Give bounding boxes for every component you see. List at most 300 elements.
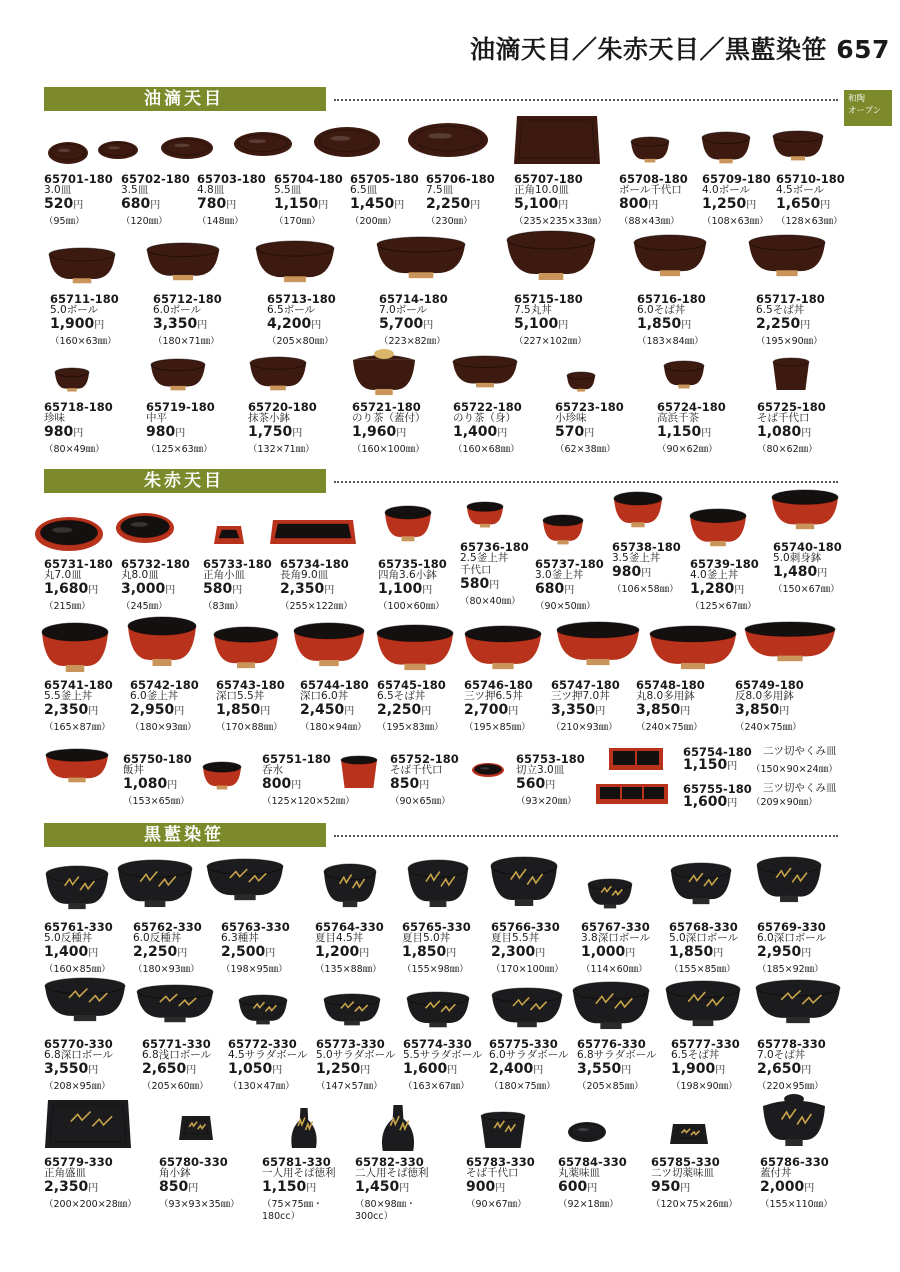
product-entry[interactable] <box>776 172 845 227</box>
product-entry[interactable] <box>197 172 266 227</box>
product-entry[interactable] <box>262 752 355 807</box>
product-name: 夏目5.0丼 <box>402 932 451 944</box>
yen-unit: 円 <box>360 1065 371 1076</box>
product-entry[interactable] <box>619 172 688 227</box>
product-size: （208×95㎜） <box>44 1081 111 1092</box>
product-name: 5.5サラダボール <box>403 1049 483 1061</box>
product-name: 三ツ切やくみ皿 <box>763 782 837 794</box>
product-image-65779-330[interactable] <box>45 1100 131 1148</box>
product-price <box>551 702 605 718</box>
product-image-65769-330[interactable] <box>757 857 821 903</box>
price-value: 520 <box>44 196 74 212</box>
price-value: 2,450 <box>300 702 345 718</box>
price-value: 1,900 <box>671 1061 716 1077</box>
product-image-65709-180[interactable] <box>702 132 750 164</box>
product-price <box>757 944 811 960</box>
product-image-65731-180[interactable] <box>35 517 103 551</box>
product-entry[interactable] <box>121 557 190 612</box>
product-price <box>735 702 789 718</box>
product-name: 5.0反種丼 <box>44 932 93 944</box>
product-size: （227×102㎜） <box>514 336 587 347</box>
price-value: 5,100 <box>514 316 559 332</box>
product-entry[interactable] <box>221 920 290 975</box>
product-entry[interactable] <box>44 400 113 455</box>
product-code: 65719-180 <box>146 400 215 414</box>
product-code: 65755-180 <box>683 782 752 796</box>
product-entry[interactable] <box>130 678 199 733</box>
product-image-65701-180[interactable] <box>48 142 88 164</box>
product-price <box>636 702 690 718</box>
product-image-65713-180[interactable] <box>256 241 334 283</box>
product-image-65751-180[interactable] <box>203 762 241 790</box>
price-value: 2,300 <box>491 944 536 960</box>
product-entry[interactable] <box>671 1037 740 1092</box>
product-name: 5.0刺身鉢 <box>773 552 822 564</box>
product-price <box>776 196 830 212</box>
price-value: 2,650 <box>757 1061 802 1077</box>
product-entry[interactable] <box>390 752 459 807</box>
product-size: （148㎜） <box>197 216 244 227</box>
product-size: （125×67㎜） <box>690 601 757 612</box>
product-image-65764-330[interactable] <box>324 864 376 908</box>
product-entry[interactable] <box>262 1155 336 1222</box>
product-image-65766-330[interactable] <box>491 857 557 907</box>
product-code: 65768-330 <box>669 920 738 934</box>
product-price <box>466 1179 505 1195</box>
product-image-65786-330[interactable] <box>763 1097 825 1147</box>
price-value: 2,250 <box>426 196 471 212</box>
product-image-65753-180[interactable] <box>472 763 504 777</box>
product-image-65743-180[interactable] <box>214 627 278 669</box>
product-price <box>221 944 275 960</box>
price-value: 580 <box>460 576 490 592</box>
product-entry[interactable] <box>558 1155 627 1210</box>
product-entry[interactable] <box>460 540 529 607</box>
product-code: 65737-180 <box>535 557 604 571</box>
product-code: 65735-180 <box>378 557 447 571</box>
product-size: （108×63㎜） <box>702 216 769 227</box>
product-entry[interactable] <box>516 752 585 807</box>
yen-unit: 円 <box>324 585 335 596</box>
product-entry[interactable] <box>757 1037 826 1092</box>
product-code: 65762-330 <box>133 920 202 934</box>
product-image-65718-180[interactable] <box>55 368 89 392</box>
product-image-65782-330[interactable] <box>379 1105 417 1151</box>
product-image-65741-180[interactable] <box>42 623 108 673</box>
product-image-65761-330[interactable] <box>46 866 108 910</box>
product-entry[interactable] <box>491 920 564 975</box>
product-price <box>558 1179 597 1195</box>
yen-unit: 円 <box>186 1065 197 1076</box>
yen-unit: 円 <box>88 1065 99 1076</box>
product-image-65723-180[interactable] <box>567 372 595 392</box>
product-entry[interactable] <box>551 678 620 733</box>
yen-unit: 円 <box>584 428 595 439</box>
product-entry[interactable] <box>50 292 119 347</box>
yen-unit: 円 <box>779 706 790 717</box>
price-value: 1,960 <box>352 424 397 440</box>
product-entry[interactable] <box>669 920 738 975</box>
product-name: 7.5皿 <box>426 184 454 196</box>
product-image-65737-180[interactable] <box>543 515 583 545</box>
product-image-65732-180[interactable] <box>116 513 174 543</box>
yen-unit: 円 <box>817 568 828 579</box>
product-image-65745-180[interactable] <box>377 625 453 671</box>
product-entry[interactable] <box>657 400 726 455</box>
yen-unit: 円 <box>701 428 712 439</box>
product-entry[interactable] <box>403 1037 483 1092</box>
product-image-65755-180[interactable] <box>596 784 668 804</box>
product-code: 65745-180 <box>377 678 446 692</box>
product-size: （93×93×35㎜） <box>159 1199 240 1210</box>
product-image-65712-180[interactable] <box>147 243 219 281</box>
product-size: （210×93㎜） <box>551 722 618 733</box>
product-code: 65704-180 <box>274 172 343 186</box>
product-code: 65721-180 <box>352 400 421 414</box>
product-entry[interactable] <box>123 752 192 807</box>
product-price <box>683 757 737 773</box>
product-image-65716-180[interactable] <box>634 235 706 277</box>
product-name: 6.0釜上丼 <box>130 690 179 702</box>
product-size: （198×90㎜） <box>671 1081 738 1092</box>
section-header-kuroai <box>44 823 326 847</box>
product-image-65739-180[interactable] <box>690 509 746 547</box>
product-price <box>671 1061 725 1077</box>
product-image-65778-330[interactable] <box>756 980 840 1024</box>
product-entry[interactable] <box>153 292 222 347</box>
product-entry[interactable] <box>267 292 336 347</box>
product-name: 4.5サラダボール <box>228 1049 308 1061</box>
product-image-65750-180[interactable] <box>46 749 108 783</box>
yen-unit: 円 <box>446 948 457 959</box>
product-size: （200㎜） <box>350 216 397 227</box>
product-image-65734-180[interactable] <box>270 520 356 544</box>
product-entry[interactable] <box>274 172 343 227</box>
yen-unit: 円 <box>291 780 302 791</box>
product-entry[interactable] <box>216 678 285 733</box>
product-code: 65710-180 <box>776 172 845 186</box>
product-entry[interactable] <box>690 557 759 612</box>
product-entry[interactable] <box>683 745 838 775</box>
product-image-65742-180[interactable] <box>128 617 196 667</box>
product-image-65747-180[interactable] <box>557 622 639 666</box>
product-entry[interactable] <box>773 540 842 595</box>
price-value: 1,100 <box>378 581 423 597</box>
product-size: （80×40㎜） <box>460 596 521 607</box>
product-entry[interactable] <box>44 1155 137 1210</box>
product-image-65783-330[interactable] <box>481 1112 525 1148</box>
product-image-65768-330[interactable] <box>671 863 731 905</box>
product-entry[interactable] <box>466 1155 535 1210</box>
product-name: 深口5.5丼 <box>216 690 265 702</box>
price-value: 1,200 <box>315 944 360 960</box>
product-image-65773-330[interactable] <box>324 994 380 1026</box>
product-size: （83㎜） <box>203 601 244 612</box>
product-code: 65743-180 <box>216 678 285 692</box>
product-image-65717-180[interactable] <box>749 235 825 277</box>
product-entry[interactable] <box>636 678 705 733</box>
product-name: 6.0反種丼 <box>133 932 182 944</box>
product-entry[interactable] <box>760 1155 833 1210</box>
product-image-65777-330[interactable] <box>666 981 740 1027</box>
product-name: 5.0深口ボール <box>669 932 738 944</box>
product-image-65704-180[interactable] <box>234 132 292 156</box>
product-entry[interactable] <box>612 540 681 595</box>
product-entry[interactable] <box>555 400 624 455</box>
product-image-65767-330[interactable] <box>588 879 632 909</box>
product-image-65763-330[interactable] <box>207 859 283 901</box>
product-price <box>378 581 432 597</box>
yen-unit: 円 <box>734 585 745 596</box>
yen-unit: 円 <box>88 706 99 717</box>
price-value: 5,100 <box>514 196 559 212</box>
product-image-65721-180[interactable] <box>353 352 415 396</box>
product-image-65781-330[interactable] <box>289 1108 319 1148</box>
price-value: 3,350 <box>551 702 596 718</box>
product-price <box>464 702 518 718</box>
product-name: そば千代口 <box>757 412 810 424</box>
product-code: 65731-180 <box>44 557 113 571</box>
product-price <box>153 316 207 332</box>
product-image-65774-330[interactable] <box>407 992 469 1028</box>
product-size: （155×98㎜） <box>402 964 469 975</box>
product-entry[interactable] <box>757 400 826 455</box>
product-entry[interactable] <box>683 782 837 810</box>
product-image-65733-180[interactable] <box>214 526 244 544</box>
product-price <box>577 1061 631 1077</box>
product-image-65770-330[interactable] <box>45 978 125 1022</box>
product-entry[interactable] <box>426 172 495 227</box>
product-image-65738-180[interactable] <box>614 492 662 528</box>
product-code: 65702-180 <box>121 172 190 186</box>
product-code: 65725-180 <box>757 400 826 414</box>
product-name: 丸8.0多用鉢 <box>636 690 695 702</box>
product-image-65776-330[interactable] <box>573 982 649 1030</box>
product-code: 65703-180 <box>197 172 266 186</box>
product-entry[interactable] <box>379 292 448 347</box>
product-entry[interactable] <box>402 920 471 975</box>
product-size: （90×62㎜） <box>657 444 718 455</box>
product-code: 65774-330 <box>403 1037 472 1051</box>
product-image-65703-180[interactable] <box>161 137 213 159</box>
product-price <box>316 1061 370 1077</box>
product-entry[interactable] <box>514 172 607 227</box>
product-name: のり茶（蓋付） <box>352 412 426 424</box>
price-value: 3,850 <box>636 702 681 718</box>
product-entry[interactable] <box>651 1155 738 1210</box>
product-entry[interactable] <box>757 920 826 975</box>
product-price <box>390 776 429 792</box>
yen-unit: 円 <box>292 428 303 439</box>
product-image-65720-180[interactable] <box>250 357 306 391</box>
yen-unit: 円 <box>94 320 105 331</box>
product-image-65705-180[interactable] <box>314 127 380 157</box>
section-title: 朱赤天目 <box>144 471 224 491</box>
product-image-65772-330[interactable] <box>239 995 287 1025</box>
product-price <box>773 564 827 580</box>
yen-unit: 円 <box>489 580 500 591</box>
product-image-65748-180[interactable] <box>650 626 736 670</box>
price-value: 1,250 <box>316 1061 361 1077</box>
product-name: 3.8深口ボール <box>581 932 650 944</box>
yen-unit: 円 <box>680 1183 691 1194</box>
price-value: 2,000 <box>760 1179 805 1195</box>
yen-unit: 円 <box>311 320 322 331</box>
product-name: 6.5ボール <box>267 304 315 316</box>
product-price <box>133 944 187 960</box>
product-image-65735-180[interactable] <box>385 506 431 542</box>
product-code: 65707-180 <box>514 172 583 186</box>
product-price <box>669 944 723 960</box>
product-price <box>146 424 185 440</box>
product-code: 65714-180 <box>379 292 448 306</box>
product-size: （230㎜） <box>426 216 473 227</box>
product-size: （255×122㎜） <box>280 601 353 612</box>
product-price <box>123 776 177 792</box>
product-size: （235×235×33㎜） <box>514 216 607 227</box>
product-size: （88×43㎜） <box>619 216 680 227</box>
product-code: 65770-330 <box>44 1037 113 1051</box>
price-value: 680 <box>535 581 565 597</box>
yen-unit: 円 <box>260 706 271 717</box>
product-image-65784-330[interactable] <box>568 1122 606 1142</box>
product-size: （147×57㎜） <box>316 1081 383 1092</box>
side-tab-label-2: オープン <box>848 106 882 116</box>
product-price <box>355 1179 409 1195</box>
product-image-65711-180[interactable] <box>49 248 115 284</box>
product-image-65765-330[interactable] <box>408 860 468 908</box>
product-entry[interactable] <box>316 1037 396 1092</box>
product-entry[interactable] <box>355 1155 429 1222</box>
yen-unit: 円 <box>177 948 188 959</box>
product-entry[interactable] <box>44 1037 113 1092</box>
product-image-65708-180[interactable] <box>631 137 669 163</box>
product-code: 65769-330 <box>757 920 826 934</box>
product-price <box>121 196 160 212</box>
product-name: 夏目4.5丼 <box>315 932 364 944</box>
product-image-65762-330[interactable] <box>118 860 192 908</box>
yen-unit: 円 <box>621 1065 632 1076</box>
product-image-65780-330[interactable] <box>179 1116 213 1140</box>
product-price <box>657 424 711 440</box>
product-entry[interactable] <box>489 1037 569 1092</box>
price-value: 1,680 <box>44 581 89 597</box>
product-code: 65711-180 <box>50 292 119 306</box>
product-name: 5.0ボール <box>50 304 98 316</box>
product-entry[interactable] <box>159 1155 240 1210</box>
price-value: 1,850 <box>669 944 714 960</box>
product-image-65752-180[interactable] <box>341 756 377 788</box>
product-image-65746-180[interactable] <box>465 626 541 670</box>
product-entry[interactable] <box>146 400 215 455</box>
product-image-65749-180[interactable] <box>745 622 835 662</box>
product-image-65736-180[interactable] <box>467 502 503 528</box>
product-name: 二ツ切やくみ皿 <box>763 745 837 757</box>
product-entry[interactable] <box>378 557 447 612</box>
product-image-65706-180[interactable] <box>408 123 488 157</box>
product-name: そば千代口 <box>466 1167 519 1179</box>
product-entry[interactable] <box>735 678 804 733</box>
product-entry[interactable] <box>44 678 113 733</box>
product-entry[interactable] <box>300 678 369 733</box>
product-name: 夏目5.5丼 <box>491 932 540 944</box>
product-entry[interactable] <box>315 920 384 975</box>
product-entry[interactable] <box>464 678 533 733</box>
product-entry[interactable] <box>453 400 522 455</box>
product-entry[interactable] <box>228 1037 308 1092</box>
product-entry[interactable] <box>44 557 113 612</box>
product-image-65714-180[interactable] <box>377 237 465 279</box>
product-entry[interactable] <box>352 400 426 455</box>
product-image-65744-180[interactable] <box>294 623 364 667</box>
product-entry[interactable] <box>377 678 446 733</box>
product-code: 65718-180 <box>44 400 113 414</box>
product-image-65707-180[interactable] <box>514 116 600 164</box>
yen-unit: 円 <box>801 1065 812 1076</box>
product-image-65702-180[interactable] <box>98 141 138 159</box>
product-image-65724-180[interactable] <box>664 361 704 389</box>
price-value: 2,350 <box>44 1179 89 1195</box>
section-header-shuaka <box>44 469 326 493</box>
product-image-65785-330[interactable] <box>670 1124 708 1144</box>
product-entry[interactable] <box>577 1037 657 1092</box>
side-index-tab[interactable] <box>844 90 892 126</box>
product-entry[interactable] <box>133 920 202 975</box>
product-entry[interactable] <box>248 400 317 455</box>
product-image-65710-180[interactable] <box>773 131 823 161</box>
product-entry[interactable] <box>637 292 706 347</box>
product-entry[interactable] <box>203 557 272 612</box>
product-image-65725-180[interactable] <box>773 358 809 390</box>
product-entry[interactable] <box>514 292 587 347</box>
product-image-65740-180[interactable] <box>772 490 838 530</box>
product-size: （125×120×52㎜） <box>262 796 355 807</box>
product-image-65775-330[interactable] <box>492 988 562 1028</box>
product-entry[interactable] <box>44 172 113 227</box>
product-entry[interactable] <box>142 1037 211 1092</box>
product-size: （160×68㎜） <box>453 444 520 455</box>
product-code: 65741-180 <box>44 678 113 692</box>
product-name: 6.0ボール <box>153 304 201 316</box>
product-name: 6.0サラダボール <box>489 1049 569 1061</box>
product-entry[interactable] <box>44 920 113 975</box>
product-entry[interactable] <box>702 172 771 227</box>
product-entry[interactable] <box>350 172 419 227</box>
product-price <box>690 581 744 597</box>
product-entry[interactable] <box>756 292 825 347</box>
price-value: 580 <box>203 581 233 597</box>
product-price <box>535 581 574 597</box>
product-code: 65764-330 <box>315 920 384 934</box>
product-entry[interactable] <box>280 557 353 612</box>
product-image-65771-330[interactable] <box>137 985 213 1023</box>
product-entry[interactable] <box>535 557 604 612</box>
product-entry[interactable] <box>581 920 650 975</box>
product-name: 丸薬味皿 <box>558 1167 600 1179</box>
yen-unit: 円 <box>746 200 757 211</box>
product-image-65754-180[interactable] <box>609 748 663 770</box>
product-image-65722-180[interactable] <box>453 356 517 388</box>
product-image-65715-180[interactable] <box>507 231 595 281</box>
price-value: 570 <box>555 424 585 440</box>
page-series-names: 油滴天目／朱赤天目／黒藍染笹 <box>470 35 828 64</box>
product-image-65719-180[interactable] <box>151 359 205 391</box>
side-tab-label-1: 和陶 <box>848 94 866 104</box>
section-divider <box>334 835 838 837</box>
product-entry[interactable] <box>121 172 190 227</box>
yen-unit: 円 <box>595 706 606 717</box>
price-value: 2,950 <box>757 944 802 960</box>
